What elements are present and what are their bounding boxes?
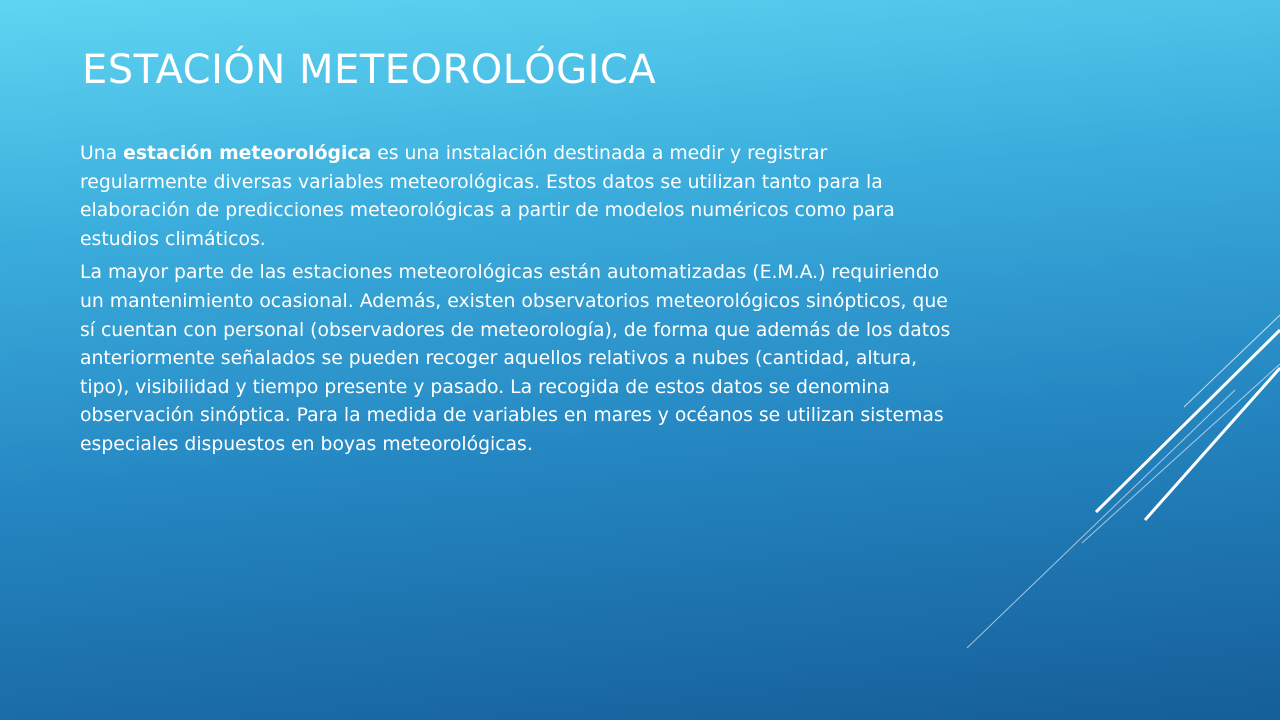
deco-line-2	[1096, 330, 1280, 512]
slide-title: ESTACIÓN METEOROLÓGICA	[82, 47, 657, 93]
deco-line-4	[1082, 364, 1280, 543]
paragraph-definition-lead: Una	[80, 143, 124, 164]
paragraph-definition-rest: es una instalación destinada a medir y registrar regularmente diversas variables meteorológicas. Estos datos se utilizan tanto para la elaboración de predicciones meteorológicas a partir de modelos numéricos como para estudios climáticos.	[80, 143, 895, 250]
paragraph-definition-term: estación meteorológica	[123, 143, 372, 164]
deco-line-5	[967, 390, 1235, 648]
paragraph-automation: La mayor parte de las estaciones meteorológicas están automatizadas (E.M.A.) requiriendo un mantenimiento ocasional. Además, existen observatorios meteorológicos sinópticos, que sí cuentan con personal (observadores de meteorología), de forma que además de los datos anteriormente señalados se pueden recoger aquellos relativos a nubes (cantidad, altura, tipo), visibilidad y tiempo presente y pasado. La recogida de estos datos se denomina observación sinóptica. Para la medida de variables en mares y océanos se utilizan sistemas especiales dispuestos en boyas meteorológicas.	[80, 262, 951, 455]
